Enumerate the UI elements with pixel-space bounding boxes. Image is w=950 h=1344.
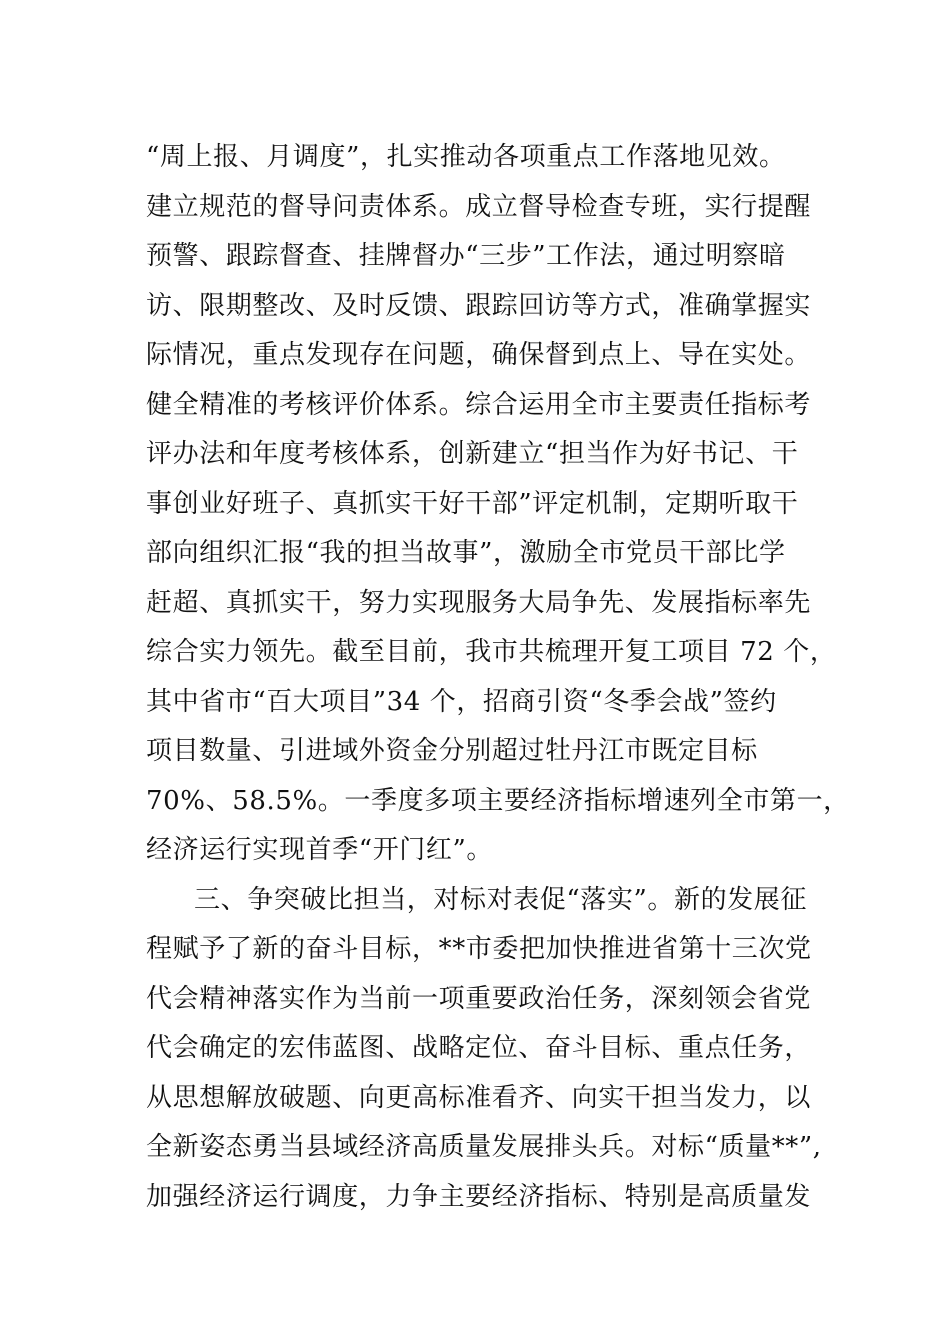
text-line: 其中省市“百大项目”34 个，招商引资“冬季会战”签约 (146, 686, 777, 717)
text-line: 程赋予了新的奋斗目标，**市委把加快推进省第十三次党 (146, 934, 812, 964)
text-line: 代会精神落实作为当前一项重要政治任务，深刻领会省党 (146, 983, 812, 1014)
section-heading-line: 三、争突破比担当，对标对表促“落实”。新的发展征 (194, 884, 807, 915)
text-line: 部向组织汇报“我的担当故事”，激励全市党员干部比学 (146, 538, 786, 568)
text-line: 代会确定的宏伟蓝图、战略定位、奋斗目标、重点任务， (146, 1033, 812, 1063)
text-line: 70%、58.5%。一季度多项主要经济指标增速列全市第一， (146, 785, 850, 816)
text-line: 项目数量、引进域外资金分别超过牡丹江市既定目标 (146, 736, 758, 766)
text-line: 综合实力领先。截至目前，我市共梳理开复工项目 72 个， (146, 637, 837, 667)
text-line: 访、限期整改、及时反馈、跟踪回访等方式，准确掌握实 (146, 290, 812, 321)
document-body (146, 133, 850, 1222)
text-line: 加强经济运行调度，力争主要经济指标、特别是高质量发 (146, 1181, 812, 1212)
text-line: 全新姿态勇当县域经济高质量发展排头兵。对标“质量**”, (146, 1132, 822, 1162)
text-line: “周上报、月调度”，扎实推动各项重点工作落地见效。 (146, 142, 786, 172)
text-line: 从思想解放破题、向更高标准看齐、向实干担当发力，以 (146, 1082, 812, 1113)
text-line: 事创业好班子、真抓实干好干部”评定机制，定期听取干 (146, 488, 799, 519)
text-line: 建立规范的督导问责体系。成立督导检查专班，实行提醒 (146, 191, 812, 222)
text-line: 健全精准的考核评价体系。综合运用全市主要责任指标考 (146, 389, 812, 420)
text-line: 评办法和年度考核体系，创新建立“担当作为好书记、干 (146, 439, 799, 469)
text-line: 预警、跟踪督查、挂牌督办“三步”工作法，通过明察暗 (146, 241, 786, 271)
text-line: 际情况，重点发现存在问题，确保督到点上、导在实处。 (146, 340, 812, 370)
text-line: 赶超、真抓实干，努力实现服务大局争先、发展指标率先 (146, 587, 812, 618)
text-line: 经济运行实现首季“开门红”。 (146, 835, 493, 865)
